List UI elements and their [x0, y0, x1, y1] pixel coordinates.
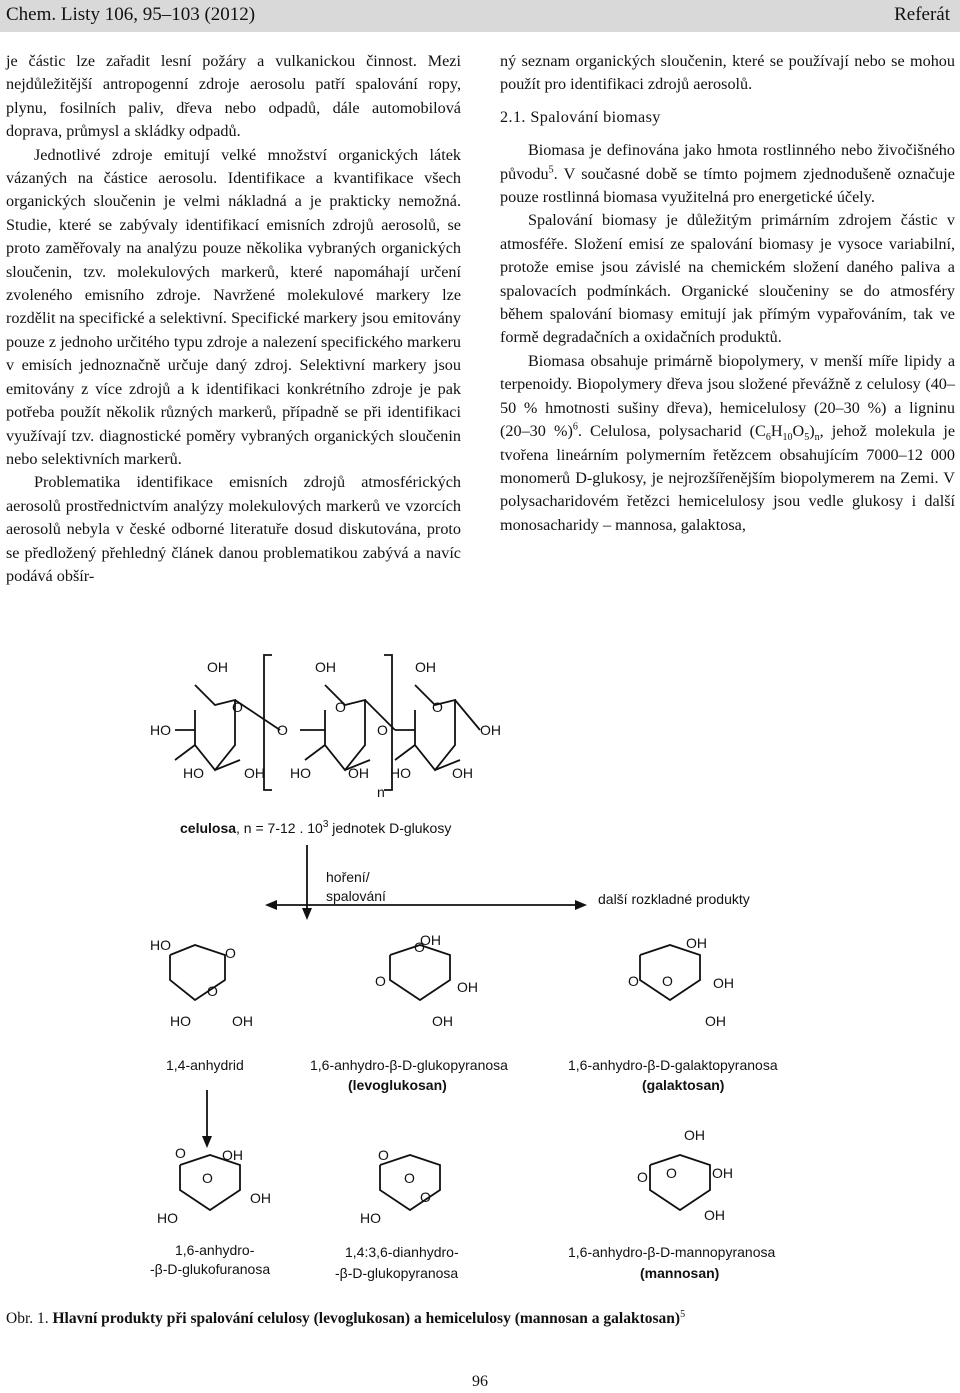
cellulose-exponent: 3	[322, 819, 329, 830]
paragraph	[500, 350, 955, 537]
label-o: O	[666, 1165, 677, 1181]
paragraph: ný seznam organických sloučenin, které se používají nebo se mohou použít pro identifikaci zdrojů aerosolů.	[500, 52, 955, 94]
reference-mark: 5	[680, 1308, 686, 1320]
compound-name: -β-D-glukofuranosa	[150, 1261, 271, 1277]
label-oh: OH	[684, 1127, 705, 1143]
label-oh: OH	[420, 932, 441, 948]
label-o: O	[277, 722, 288, 738]
label-o: O	[637, 1169, 648, 1185]
label-o: O	[202, 1170, 213, 1186]
running-header	[0, 0, 960, 32]
reaction-scheme-svg	[0, 630, 960, 1330]
label-o: O	[414, 939, 425, 955]
label-o: O	[232, 699, 243, 715]
compound-name: -β-D-glukopyranosa	[335, 1265, 459, 1281]
paragraph: Problematika identifikace emisních zdrojů atmosférických aerosolů prostřednictvím analýzy molekulových markerů ve vzorcích aerosolů nebyla v české odborné literatuře dosud diskutována, proto se předložený přehledný článek danou problematikou zabývá a navíc podává obšír-	[6, 473, 461, 585]
subscript: n	[814, 432, 820, 444]
label-o: O	[375, 973, 386, 989]
cellulose-caption	[180, 819, 451, 836]
label-o: O	[378, 1147, 389, 1163]
subscript: 6	[765, 432, 771, 444]
label-ho: HO	[183, 765, 204, 781]
subscript: 10	[782, 432, 793, 444]
compound-trivial-name: (galaktosan)	[642, 1077, 725, 1093]
right-column	[500, 50, 955, 537]
reference-mark: 5	[548, 164, 554, 176]
text-run: D	[575, 468, 587, 487]
text-run: H	[770, 422, 783, 441]
label-oh: OH	[432, 1013, 453, 1029]
label-ho: HO	[150, 722, 171, 738]
compound-name: 1,4-anhydrid	[166, 1057, 244, 1073]
label-ho: HO	[170, 1013, 191, 1029]
subscript: 5	[804, 432, 810, 444]
compound-name: 1,6-anhydro-β-D-glukopyranosa	[310, 1057, 508, 1073]
label-o: O	[225, 945, 236, 961]
label-ho: HO	[390, 765, 411, 781]
label-oh: OH	[705, 1013, 726, 1029]
label-oh: OH	[232, 1013, 253, 1029]
text-run: , jehož molekula je tvořena lineárním polymerním řetězcem obsahujícím 7000–12 000 monomerů	[500, 422, 956, 487]
caption-label: Obr. 1.	[6, 1310, 53, 1327]
compound-name: 1,6-anhydro-β-D-galaktopyranosa	[568, 1057, 778, 1073]
reference-mark: 6	[572, 421, 578, 433]
other-products-label: další rozkladné produkty	[598, 891, 750, 907]
label-ho: HO	[150, 937, 171, 953]
label-oh: OH	[713, 975, 734, 991]
label-oh: OH	[686, 935, 707, 951]
compound-name: 1,6-anhydro-	[175, 1242, 255, 1258]
text-run: . Celulosa, polysacharid (C	[577, 422, 766, 441]
label-oh: OH	[207, 659, 228, 675]
figure-caption	[6, 1310, 685, 1328]
text-run: O	[792, 422, 805, 441]
label-o: O	[335, 699, 346, 715]
label-o: O	[420, 1189, 431, 1205]
arrow-label-burning: spalování	[326, 888, 386, 904]
paragraph: Spalování biomasy je důležitým primárním zdrojem částic v atmosféře. Složení emisí ze spalování biomasy je vysoce variabilní, protože emise jsou závislé na chemickém složení daného paliva a spalovacích podmínkách. Organické sloučeniny se do atmosféry během spalování biomasy emitují jak přímým vypařováním, tak ve formě degradačních a oxidačních produktů.	[500, 211, 955, 347]
label-oh: OH	[222, 1147, 243, 1163]
section-heading: 2.1. Spalování biomasy	[500, 107, 661, 126]
arrow-label-combustion: hoření/	[326, 869, 370, 885]
label-oh: OH	[452, 765, 473, 781]
label-oh: OH	[704, 1207, 725, 1223]
label-oh: OH	[250, 1190, 271, 1206]
arrow-down-head	[302, 908, 312, 920]
article-type: Referát	[894, 4, 950, 25]
label-ho: HO	[157, 1210, 178, 1226]
arrow-left-head	[265, 900, 277, 910]
label-oh: OH	[712, 1165, 733, 1181]
paragraph	[500, 139, 955, 209]
cellulose-units: jednotek D-glukosy	[328, 820, 452, 836]
caption-text: Hlavní produkty při spalování celulosy (levoglukosan) a hemicelulosy (mannosan a galaktosan)	[52, 1310, 681, 1327]
compound-name: 1,6-anhydro-β-D-mannopyranosa	[568, 1244, 776, 1260]
paragraph: je částic lze zařadit lesní požáry a vulkanickou činnost. Mezi nejdůležitější antropogenní zdroje aerosolu patří spalování ropy, plynu, fosilních paliv, dřeva nebo odpadů, dále automobilová doprava, průmysl a skládky odpadů.	[6, 52, 461, 141]
cellulose-name: celulosa	[180, 820, 237, 836]
arrow-right-head	[575, 900, 587, 910]
ring-mannosan	[650, 1155, 710, 1210]
compound-name: 1,4:3,6-dianhydro-	[345, 1244, 459, 1260]
left-column	[6, 50, 461, 588]
label-o: O	[628, 973, 639, 989]
text-run: . V současné době se tímto pojmem zjednodušeně označuje pouze rostlinná biomasa využitelná pro energetické účely.	[500, 164, 955, 207]
label-oh: OH	[457, 979, 478, 995]
compound-trivial-name: (mannosan)	[640, 1265, 720, 1281]
text-run: Biomasa obsahuje primárně biopolymery, v menší míře lipidy a terpenoidy. Biopolymery dřeva jsou složené převážně z celulosy (40–50 % hmotnosti sušiny dřeva), hemicelulosy (20–30 %) a ligninu (20–30 %)	[500, 351, 955, 441]
label-oh: OH	[480, 722, 501, 738]
journal-citation: Chem. Listy 106, 95–103 (2012)	[6, 4, 256, 25]
label-ho: HO	[290, 765, 311, 781]
label-oh: OH	[244, 765, 265, 781]
cellulose-n-range: , n = 7-12 . 10	[236, 820, 323, 836]
text-run: )	[809, 422, 815, 441]
text-run: -glukosy, je nejrozšířenějším biopolymerem na Zemi. V polysacharidovém řetězci hemicelulosy jsou vedle glukosy i další monosacharidy – mannosa, galaktosa,	[500, 468, 955, 534]
label-o: O	[432, 699, 443, 715]
label-o: O	[377, 722, 388, 738]
label-o: O	[175, 1145, 186, 1161]
label-oh: OH	[415, 659, 436, 675]
label-ho: HO	[360, 1210, 381, 1226]
label-o: O	[207, 983, 218, 999]
label-o: O	[662, 973, 673, 989]
label-n: n	[377, 784, 385, 800]
label-oh: OH	[348, 765, 369, 781]
reaction-scheme-figure	[0, 630, 960, 1330]
page-number: 96	[472, 1373, 488, 1390]
label-o: O	[404, 1170, 415, 1186]
text-run: Biomasa je definována jako hmota rostlinného nebo živočišného původu	[500, 141, 955, 183]
arrow-down-2-head	[202, 1136, 212, 1148]
label-oh: OH	[315, 659, 336, 675]
paragraph: Jednotlivé zdroje emitují velké množství organických látek vázaných na částice aerosolu. Identifikace a kvantifikace všech organických sloučenin je velmi nákladná a je prakticky nemožná. Studie, které se zabývaly identifikací emisních zdrojů aerosolů, se proto zaměřovaly na analýzu pouze několika vybraných organických sloučenin, tzv. molekulových markerů, které napomáhají určení zvoleného emisního zdroje. Navržené molekulové markery lze rozdělit na specifické a selektivní. Specifické markery jsou emitovány pouze z jednoho určitého typu zdroje a nalezení specifického markeru v emisích jednoznačně určuje daný zdroj. Selektivní markery jsou emitovány z více zdrojů a k identifikaci konkrétního zdroje je pak potřeba použít několik různých markerů, případně se při identifikaci využívají tzv. diagnostické poměry vybraných organických sloučenin nebo selektivních markerů.	[6, 145, 461, 468]
cellulose-ring-3	[395, 685, 480, 770]
compound-trivial-name: (levoglukosan)	[348, 1077, 447, 1093]
